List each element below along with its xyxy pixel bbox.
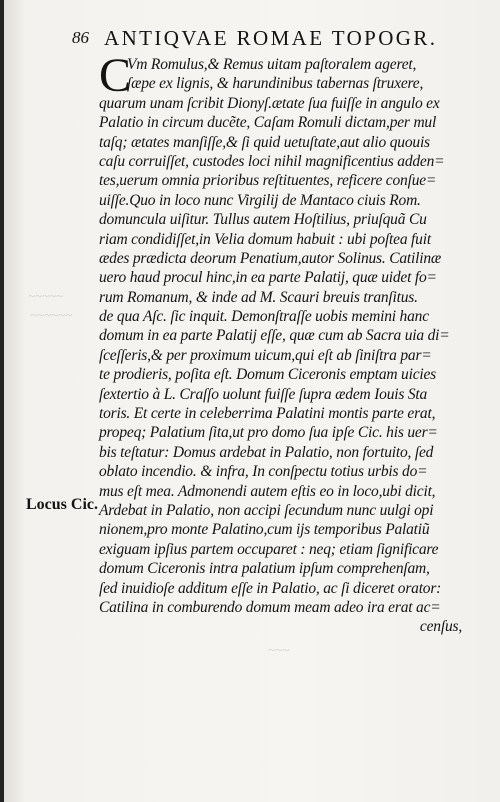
body-text <box>99 49 462 637</box>
text-line: mus eſt mea. Admonendi autem eſtis eo in loco,ubi dicit, <box>99 482 436 500</box>
text-line: ædes prædicta deorum Penatium,autor Solinus. Catilinæ <box>99 249 442 267</box>
text-line: Ardebat in Palatio, non accipi ſecundum nunc uulgi opi <box>99 501 434 519</box>
page-number: 86 <box>72 28 89 47</box>
text-line: propeq; Palatium ſita,ut pro domo ſua ipſe Cic. his uer= <box>99 424 438 442</box>
text-line: nionem,pro monte Palatino,cum ijs temporibus Palatiũ <box>99 521 430 539</box>
text-line: rum Romanum, & inde ad M. Scauri breuis tranſitus. <box>99 288 418 306</box>
page-header <box>72 26 480 52</box>
text-line: Palatio in circum ducẽte, Caſam Romuli dictam,per mul <box>99 114 437 132</box>
page-edge-rule <box>0 0 4 802</box>
bleed-through-mark: ~~~~~ <box>28 288 64 303</box>
text-line: bis teſtatur: Domus ardebat in Palatio, non fortuito, ſed <box>99 443 434 461</box>
text-line: uiſſe.Quo in loco nunc Virgilij de Mantaco ciuis Rom. <box>99 191 421 209</box>
text-line: caſu corruiſſet, custodes loci nihil magnificentius adden= <box>99 152 445 170</box>
text-line: domum in ea parte Palatij eſſe, quæ cum ab Sacra uia di= <box>99 327 450 345</box>
text-line: taſq; ætates manſiſſe,& ſi quid uetuſtate,aut alio quouis <box>99 133 430 151</box>
text-line: Vm Romulus,& Remus uitam paſtoralem ageret, <box>127 56 417 73</box>
text-line: domum Ciceronis intra palatium ipſum comprehenſam, <box>99 560 430 578</box>
text-line: Catilina in comburendo domum meam adeo ira erat ac= <box>99 598 441 616</box>
text-line: ſextertio à L. Craſſo uolunt fuiſſe ſupra ædem Iouis Sta <box>99 385 428 403</box>
text-line: uero haud procul hinc,in ea parte Palatij, quæ uidet fo= <box>99 269 437 287</box>
running-title: ANTIQVAE ROMAE TOPOGR. <box>104 26 438 50</box>
bleed-through-mark: ~~~ <box>268 642 290 657</box>
text-line: ſæpe ex lignis, & harundinibus tabernas ſtruxere, <box>127 75 424 93</box>
text-line: ſed inuidioſe additum eſſe in Palatio, ac ſi diceret orator: <box>99 579 442 597</box>
text-line: toris. Et certe in celeberrima Palatini montis parte erat, <box>99 405 436 423</box>
catchword-line: cenſus, <box>419 618 462 636</box>
text-line: oblato incendio. & infra, In conſpectu totius urbis do= <box>99 463 428 481</box>
drop-cap-initial: C <box>99 49 132 102</box>
text-line: tes,uerum omnia prioribus reſtituentes, reficere conſue= <box>99 172 437 190</box>
text-line: te prodieris, poſita eſt. Domum Ciceronis emptam uicies <box>99 366 436 384</box>
text-line: domuncula uiſitur. Tullus autem Hoſtilius, priuſquã Cu <box>99 211 427 229</box>
text-line: ſceſſeris,& per proximum uicum,qui eſt ab ſiniſtra par= <box>99 346 432 364</box>
text-line: riam condidiſſet,in Velia domum habuit : ubi poſtea fuit <box>99 230 431 248</box>
text-line: quarum unam ſcribit Dionyſ.ætate ſua fuiſſe in angulo ex <box>99 94 440 112</box>
bleed-through-mark: ~~~~~~ <box>30 307 73 322</box>
text-line: de qua Aſc. ſic inquit. Demonſtraſſe uobis memini hanc <box>99 308 429 326</box>
text-line: exiguam ipſius partem occuparet : neq; etiam ſignificare <box>99 540 439 558</box>
margin-note: Locus Cic. <box>26 496 98 513</box>
